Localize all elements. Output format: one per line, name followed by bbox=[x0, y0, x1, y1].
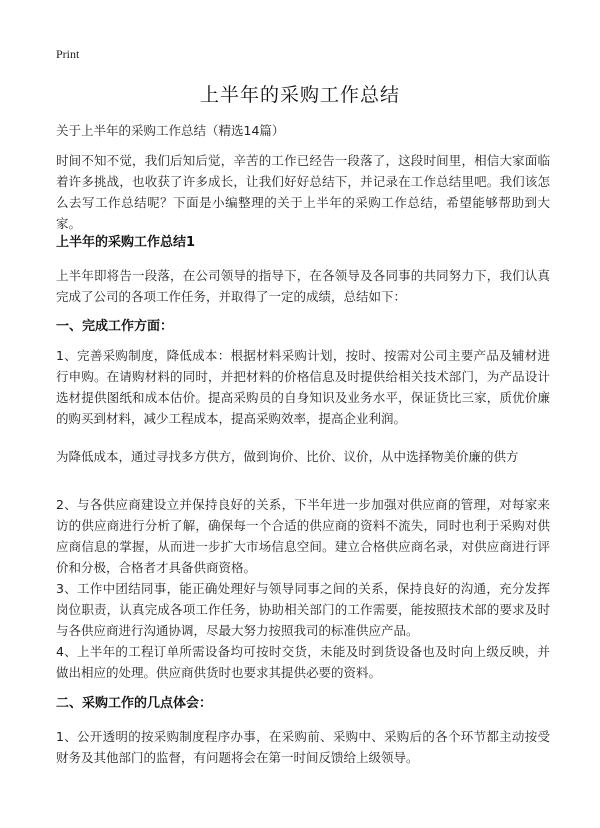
subtitle: 关于上半年的采购工作总结（精选14篇） bbox=[56, 123, 285, 138]
list-item: 2、与各供应商建设立并保持良好的关系，下半年进一步加强对供应商的管理，对每家来访的供应商进行分析了解，确保每一个合适的供应商的资料不流失，同时也利于采购对供应商信息的掌握，从而进一步扩大市场信息空间。建立合格供应商名录，对供应商进行评价和分极，合格者才具备供商资格。 bbox=[56, 497, 550, 575]
print-link[interactable]: Print bbox=[56, 47, 80, 61]
list-item: 1、完善采购制度，降低成本：根据材料采购计划，按时、按需对公司主要产品及辅材进行申购。在请购材料的同时，并把材料的价格信息及时提供给相关技术部门，为产品设计选材提供图纸和成本估价。提高采购员的自身知识及业务水平，保证货比三家，质优价廉的购买到材料，减少工程成本，提高采购效率，提高企业利润。 bbox=[56, 348, 550, 426]
list-item-note: 为降低成本，通过寻找多方供方，做到询价、比价、议价，从中选择物美价廉的供方 bbox=[56, 449, 519, 464]
section-heading: 上半年的采购工作总结1 bbox=[56, 235, 196, 250]
part-heading: 二、采购工作的几点体会： bbox=[56, 696, 213, 711]
list-item: 1、公开透明的按采购制度程序办事，在采购前、采购中、采购后的各个环节都主动按受财务及其他部门的监督，有问题将会在第一时间反馈给上级领导。 bbox=[56, 729, 550, 765]
section-intro-paragraph: 上半年即将告一段落，在公司领导的指导下，在各领导及各同事的共同努力下，我们认真完成了公司的各项工作任务，并取得了一定的成绩，总结如下： bbox=[56, 268, 550, 304]
page-title: 上半年的采购工作总结 bbox=[199, 84, 400, 106]
part-heading: 一、完成工作方面： bbox=[56, 319, 174, 334]
list-item: 4、上半年的工程订单所需设备均可按时交货，未能及时到货设备也及时向上级反映，并做出相应的处理。供应商供货时也要求其提供必要的资料。 bbox=[56, 644, 550, 680]
list-item: 3、工作中团结同事，能正确处理好与领导同事之间的关系，保持良好的沟通，充分发挥岗位职责，认真完成各项工作任务，协助相关部门的工作需要，能按照技术部的要求及时与各供应商进行沟通协调，尽最大努力按照我司的标准供应产品。 bbox=[56, 581, 550, 638]
intro-paragraph: 时间不知不觉，我们后知后觉，辛苦的工作已经告一段落了，这段时间里，相信大家面临着许多挑战，也收获了许多成长，让我们好好总结下，并记录在工作总结里吧。我们该怎么去写工作总结呢？下面是小编整理的关于上半年的采购工作总结，希望能够帮助到大家。 bbox=[56, 153, 550, 231]
